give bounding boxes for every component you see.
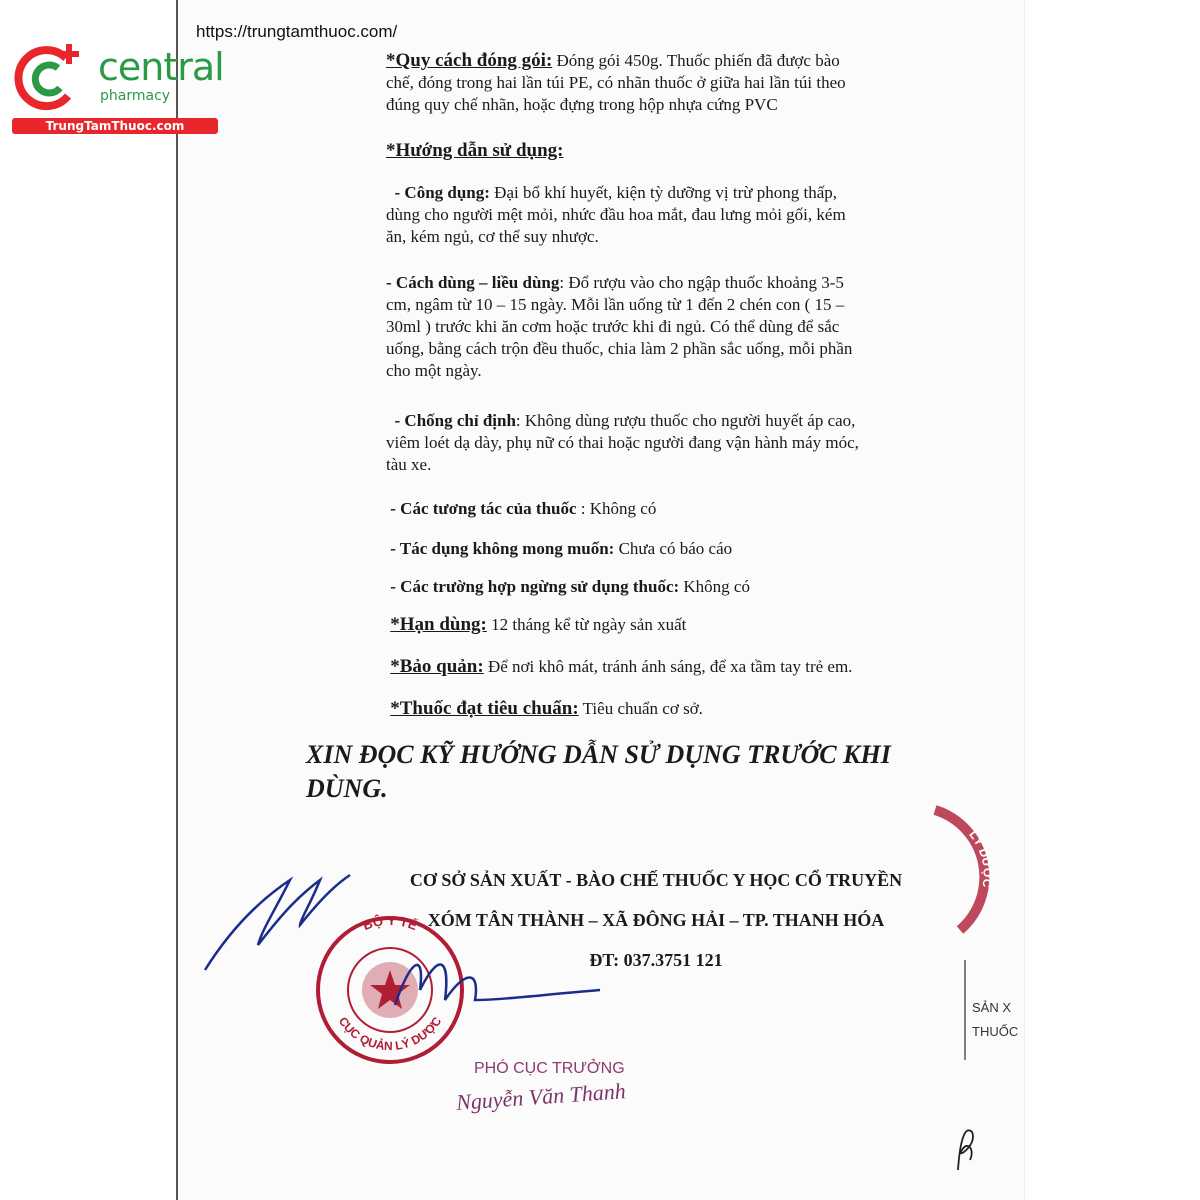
dosage-line: 30ml ) trước khi ăn cơm hoặc trước khi đi ngủ. Có thể dùng để sắc — [386, 317, 840, 336]
deputy-name: Nguyễn Văn Thanh — [455, 1078, 627, 1115]
pharmacy-logo-icon — [10, 38, 90, 118]
facility-name: CƠ SỞ SẢN XUẤT - BÀO CHẾ THUỐC Y HỌC CỔ TRUYỀN — [409, 870, 903, 890]
contraindication-line: tàu xe. — [386, 455, 432, 474]
paper-right-margin — [1024, 0, 1200, 1200]
indication-section — [386, 182, 926, 248]
dosage-label: - Cách dùng – liều dùng — [386, 273, 560, 292]
contraindication-section — [386, 410, 926, 476]
standard-row — [386, 698, 926, 720]
packaging-section — [386, 50, 926, 116]
standard-label: *Thuốc đạt tiêu chuẩn: — [390, 698, 579, 719]
expiry-row — [386, 614, 926, 636]
indication-line: Đại bổ khí huyết, kiện tỳ dưỡng vị trừ phong thấp, — [489, 183, 837, 202]
seal-bottom-text: CỤC QUẢN LÝ DƯỢC — [335, 1014, 445, 1054]
usage-header-text: *Hướng dẫn sử dụng: — [386, 140, 564, 161]
packaging-line: đúng quy chế nhãn, hoặc đựng trong hộp nhựa cứng PVC — [386, 95, 778, 114]
side-effects-value: Chưa có báo cáo — [614, 539, 733, 558]
side-seal-text: LÝ DƯỢC — [966, 827, 995, 889]
watermark-url: https://trungtamthuoc.com/ — [196, 22, 398, 41]
seal-top-text: BỘ Y TẾ — [360, 912, 420, 934]
side-fragment: SẢN X — [972, 1000, 1012, 1015]
side-effects-label: - Tác dụng không mong muốn: — [390, 539, 615, 558]
storage-value: Để nơi khô mát, tránh ánh sáng, để xa tầm tay trẻ em. — [483, 657, 853, 676]
dosage-line: : Đổ rượu vào cho ngập thuốc khoảng 3-5 — [559, 273, 844, 292]
logo-brand-sub: pharmacy — [100, 88, 171, 104]
facility-address: XÓM TÂN THÀNH – XÃ ĐÔNG HẢI – TP. THANH HÓA — [427, 910, 885, 930]
dosage-section — [386, 272, 926, 382]
packaging-line: chế, đóng trong hai lần túi PE, có nhãn thuốc ở giữa hai lần túi theo — [386, 73, 846, 92]
standard-value: Tiêu chuẩn cơ sở. — [578, 699, 703, 718]
interactions-row — [386, 498, 926, 520]
usage-header — [386, 140, 926, 162]
logo-brand-name: central — [98, 45, 224, 89]
dosage-line: cm, ngâm từ 10 – 15 ngày. Mỗi lần uống từ 1 đến 2 chén con ( 15 – — [386, 295, 845, 314]
deputy-title: PHÓ CỤC TRƯỞNG — [474, 1060, 625, 1077]
dosage-line: cho một ngày. — [386, 361, 482, 380]
storage-label: *Bảo quản: — [390, 656, 484, 677]
expiry-value: 12 tháng kể từ ngày sản xuất — [486, 615, 687, 634]
side-fragment: THUỐC — [972, 1024, 1019, 1039]
side-effects-row — [386, 538, 926, 560]
contraindication-line: : Không dùng rượu thuốc cho người huyết áp cao, — [515, 411, 856, 430]
storage-row — [386, 656, 926, 678]
stop-cases-value: Không có — [679, 577, 750, 596]
central-pharmacy-logo — [10, 38, 224, 138]
contraindication-line: viêm loét dạ dày, phụ nữ có thai hoặc người đang vận hành máy móc, — [386, 433, 859, 452]
interactions-value: : Không có — [576, 499, 657, 518]
packaging-label: *Quy cách đóng gói: — [386, 50, 553, 71]
indication-line: dùng cho người mệt mỏi, nhức đầu hoa mắt, đau lưng mỏi gối, kém — [386, 205, 846, 224]
interactions-label: - Các tương tác của thuốc — [390, 499, 577, 518]
stop-cases-row — [386, 576, 926, 598]
dosage-line: uống, bằng cách trộn đều thuốc, chia làm 2 phần sắc uống, mỗi phần — [386, 339, 853, 358]
indication-line: ăn, kém ngủ, cơ thể suy nhược. — [386, 227, 599, 246]
facility-phone: ĐT: 037.3751 121 — [589, 950, 723, 970]
indication-label: - Công dụng: — [394, 183, 490, 202]
expiry-label: *Hạn dùng: — [390, 614, 487, 635]
stop-cases-label: - Các trường hợp ngừng sử dụng thuốc: — [390, 577, 680, 596]
contraindication-label: - Chống chỉ định — [394, 411, 516, 430]
read-instructions-warning: XIN ĐỌC KỸ HƯỚNG DẪN SỬ DỤNG TRƯỚC KHI DÙNG. — [306, 740, 891, 803]
logo-site-ribbon: TrungTamThuoc.com — [12, 118, 218, 134]
document-page — [178, 0, 1024, 1200]
packaging-line: Đóng gói 450g. Thuốc phiến đã được bào — [552, 51, 840, 70]
